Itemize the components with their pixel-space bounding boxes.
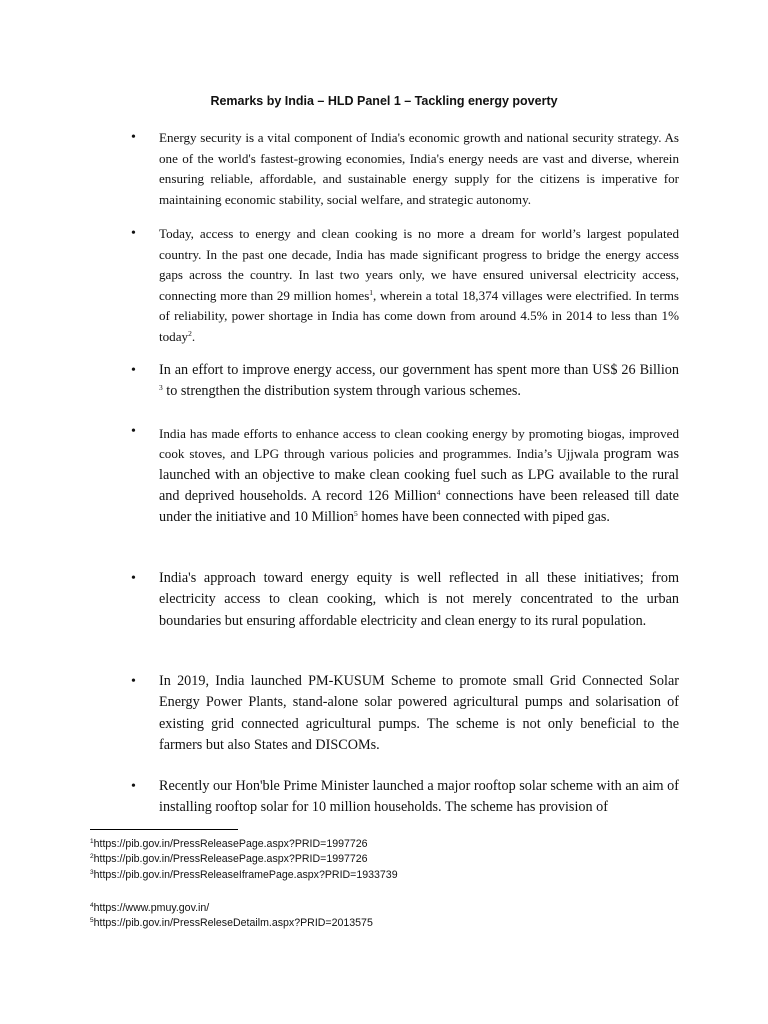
paragraph-text: India's approach toward energy equity is well reflected in all these initiatives; from electricity access to clean cooking, which is not merely concentrated to the urban boundaries but ensuring affordable electricity and clean energy to its rural population. — [159, 570, 679, 629]
footnote-ref: 1 — [369, 287, 374, 297]
footnote-link[interactable]: https://www.pmuy.gov.in/ — [93, 902, 210, 914]
list-item — [133, 671, 679, 756]
footnote-ref: 2 — [188, 328, 192, 338]
list-item — [133, 568, 679, 632]
list-item — [133, 424, 679, 528]
footnote: $^5$https://pib.gov.in/PressReleseDetailm.aspx?PRID=2013575 — [90, 917, 373, 929]
footnote-link[interactable]: https://pib.gov.in/PressReleasePage.aspx?PRID=1997726 — [93, 853, 368, 865]
list-item — [133, 776, 679, 819]
bullet-icon: • — [131, 674, 136, 689]
bullet-icon: • — [131, 424, 136, 439]
footnote-link[interactable]: https://pib.gov.in/PressReleasePage.aspx?PRID=1997726 — [93, 838, 368, 850]
bullet-icon: • — [131, 130, 136, 145]
paragraph-text: India has made efforts to enhance access to clean cooking energy by promoting biogas, improved cook stoves, and LPG through various policies and programmes. India’s Ujjwala program was launched with an objective to make clean cooking fuel such as LPG available to the rural and deprived households. A record 126 Million$^4$ connections have been released till date under the initiative and 10 Million$^5$ homes have been connected with piped gas. — [159, 426, 679, 525]
paragraph-text: In 2019, India launched PM-KUSUM Scheme to promote small Grid Connected Solar Energy Power Plants, stand-alone solar powered agricultural pumps and solarisation of existing grid connected agricultural pumps. The scheme is not only beneficial to the farmers but also States and DISCOMs. — [159, 673, 679, 753]
list-item — [133, 360, 679, 403]
footnote-ref: 4 — [436, 488, 441, 497]
bullet-icon: • — [131, 779, 136, 794]
footnote-ref: 5 — [354, 508, 358, 518]
footnote: $^4$https://www.pmuy.gov.in/ — [90, 902, 210, 914]
footnote: $^3$https://pib.gov.in/PressReleaseIframePage.aspx?PRID=1933739 — [90, 869, 398, 881]
page-title: Remarks by India – HLD Panel 1 – Tackling energy poverty — [210, 94, 558, 108]
list-item — [133, 224, 679, 348]
footnote: $^2$https://pib.gov.in/PressReleasePage.aspx?PRID=1997726 — [90, 853, 368, 865]
list-item — [133, 128, 679, 210]
bullet-icon: • — [131, 363, 136, 378]
footnote-link[interactable]: https://pib.gov.in/PressReleaseIframePage.aspx?PRID=1933739 — [93, 869, 398, 881]
footnote-ref: 3 — [159, 383, 163, 393]
paragraph-text: In an effort to improve energy access, our government has spent more than US$ 26 Billion $^3$ to strengthen the distribution system through various schemes. — [159, 362, 679, 400]
paragraph-text: Today, access to energy and clean cooking is no more a dream for world’s largest populated country. In the past one decade, India has made significant progress to bridge the energy access gaps across the country. In last two years only, we have ensured universal electricity access, connecting more than 29 million homes$^1$, wherein a total 18,374 villages were electrified. In terms of reliability, power shortage in India has come down from around 4.5% in 2014 to less than 1% today$^2$. — [159, 226, 680, 344]
footnote: $^1$https://pib.gov.in/PressReleasePage.aspx?PRID=1997726 — [90, 838, 368, 850]
bullet-icon: • — [131, 226, 136, 241]
bullet-icon: • — [131, 571, 136, 586]
paragraph-text: Recently our Hon'ble Prime Minister launched a major rooftop solar scheme with an aim of installing rooftop solar for 10 million households. The scheme has provision of — [159, 778, 679, 816]
footnote-divider — [90, 829, 238, 830]
paragraph-text: Energy security is a vital component of India's economic growth and national security strategy. As one of the world's fastest-growing economies, India's energy needs are vast and diverse, wherein ensuring reliable, affordable, and sustainable energy supply for the citizens is imperative for maintaining economic stability, social welfare, and strategic autonomy. — [159, 130, 679, 207]
footnote-link[interactable]: https://pib.gov.in/PressReleseDetailm.aspx?PRID=2013575 — [93, 917, 373, 929]
